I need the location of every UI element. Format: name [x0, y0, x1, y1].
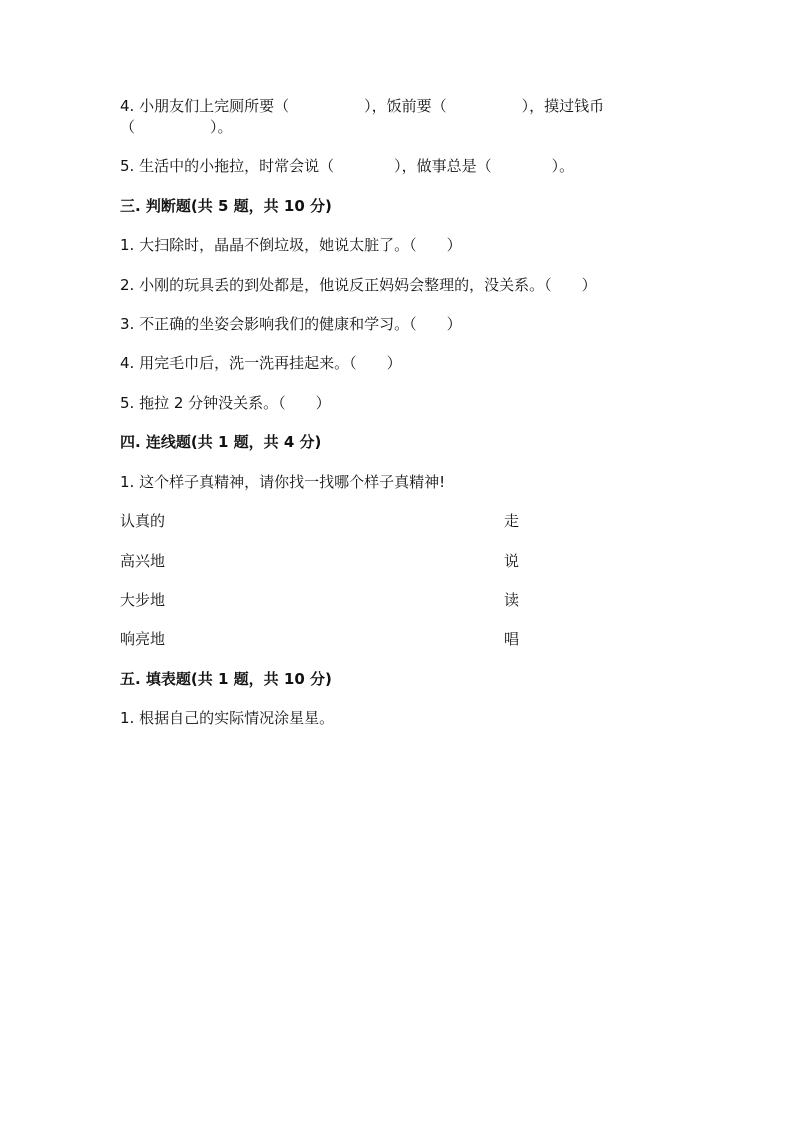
matching-right-item: 唱	[504, 630, 520, 648]
judgment-item-1: 1. 大扫除时，晶晶不倒垃圾，她说太脏了。（ ）	[120, 236, 462, 254]
judgment-item-4: 4. 用完毛巾后，洗一洗再挂起来。（ ）	[120, 354, 402, 372]
fill-in-question-5: 5. 生活中的小拖拉，时常会说（ ），做事总是（ ）。	[120, 157, 575, 175]
matching-left-item: 高兴地	[120, 552, 166, 570]
matching-right-item: 说	[504, 552, 520, 570]
matching-left-item: 大步地	[120, 591, 166, 609]
judgment-item-5: 5. 拖拉 2 分钟没关系。（ ）	[120, 394, 331, 412]
matching-left-item: 响亮地	[120, 630, 166, 648]
section-4-heading: 四. 连线题(共 1 题，共 4 分)	[120, 433, 322, 451]
judgment-item-2: 2. 小刚的玩具丢的到处都是，他说反正妈妈会整理的，没关系。（ ）	[120, 276, 597, 294]
matching-left-item: 认真的	[120, 512, 166, 530]
matching-right-item: 读	[504, 591, 520, 609]
section-3-heading: 三. 判断题(共 5 题，共 10 分)	[120, 197, 332, 215]
matching-right-item: 走	[504, 512, 520, 530]
fill-in-question-4-line-2: （ ）。	[120, 118, 233, 136]
matching-question: 1. 这个样子真精神，请你找一找哪个样子真精神!	[120, 473, 446, 491]
fill-in-question-4-line-1: 4. 小朋友们上完厕所要（ ），饭前要（ ），摸过钱币	[120, 97, 605, 115]
table-question: 1. 根据自己的实际情况涂星星。	[120, 709, 335, 727]
judgment-item-3: 3. 不正确的坐姿会影响我们的健康和学习。（ ）	[120, 315, 462, 333]
section-5-heading: 五. 填表题(共 1 题，共 10 分)	[120, 670, 332, 688]
